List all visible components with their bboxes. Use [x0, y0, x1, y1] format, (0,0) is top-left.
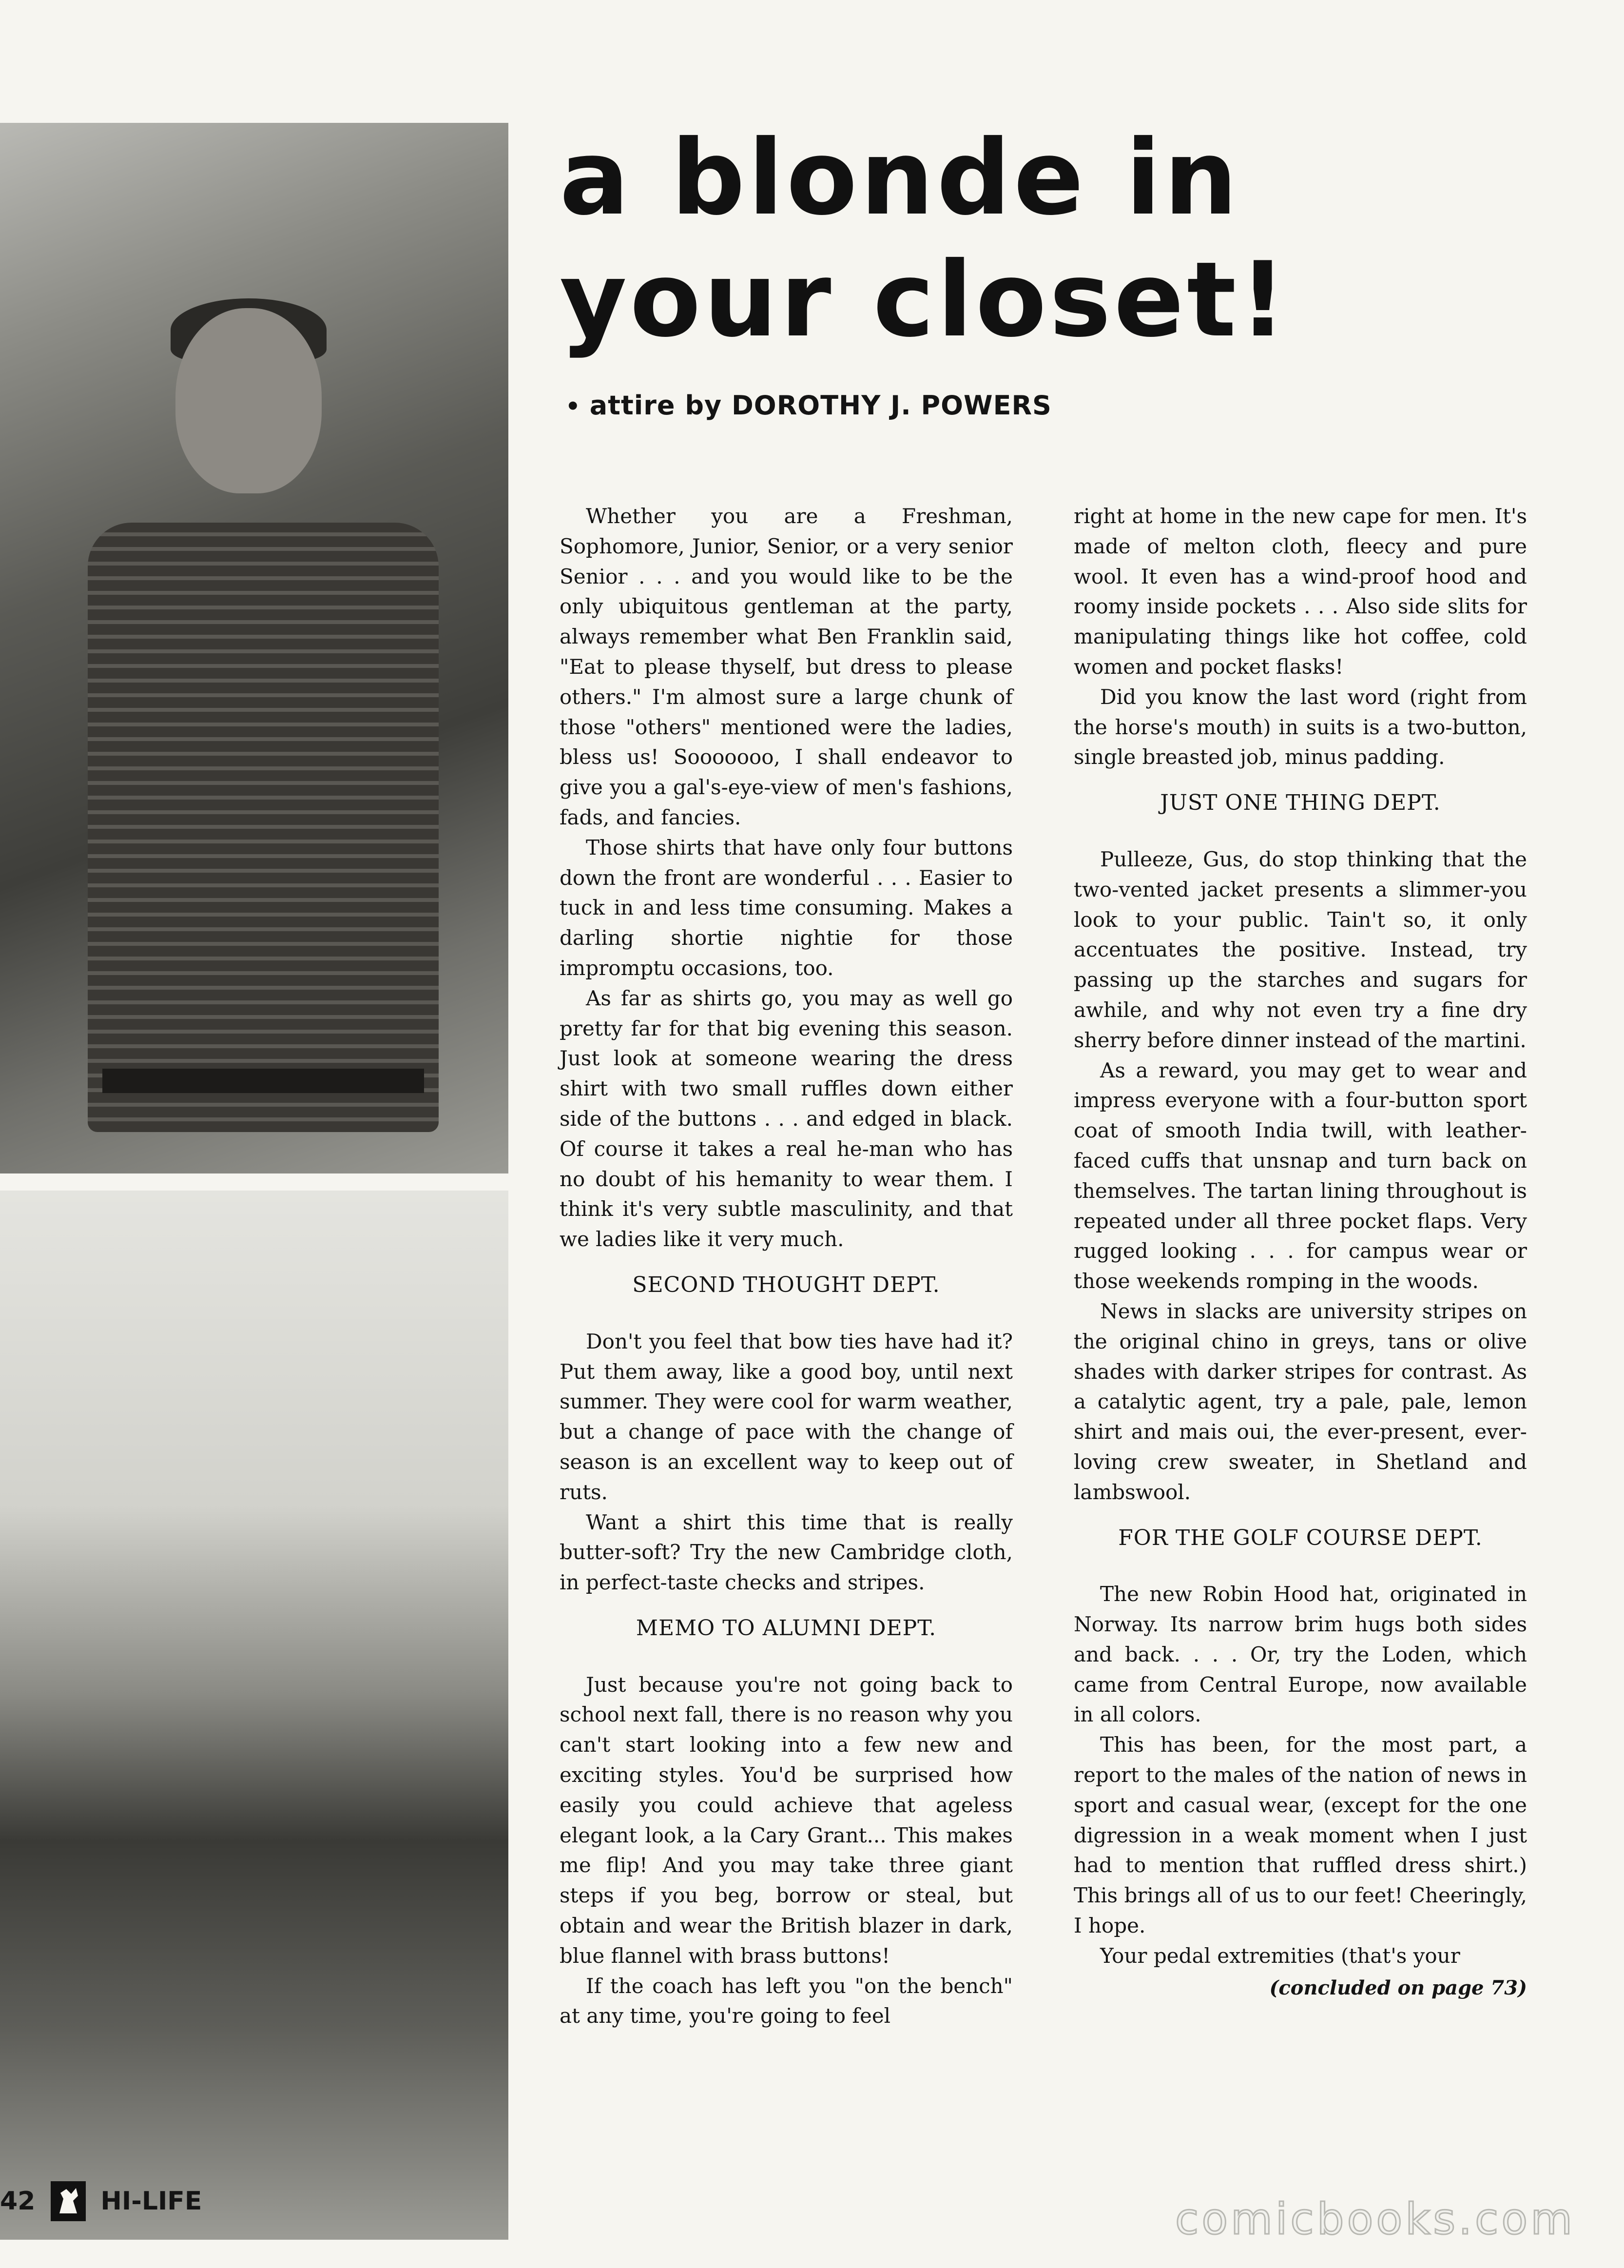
article-paragraph: right at home in the new cape for men. It's made of melton cloth, fleecy and pure wool. It even has a wind-proof hood and roomy inside pockets . . . Also side slits for manipulating things like hot coffee, cold women and pocket flasks! [1074, 504, 1527, 679]
article-paragraph: The new Robin Hood hat, originated in Norway. Its narrow brim hugs both sides and back. . . . Or, try the Loden, which came from Central Europe, now available in all colors. [1074, 1582, 1527, 1727]
byline-text: attire by DOROTHY J. POWERS [589, 390, 1052, 421]
section-heading: JUST ONE THING DEPT. [1160, 790, 1441, 816]
article-paragraph: As a reward, you may get to wear and impress everyone with a four-button sport coat of smooth India twill, with leather-faced cuffs that unsnap and turn back on themselves. The tartan lining throughout is repeated under all three pocket flaps. Very rugged looking . . . for campus wear or those weekends romping in the woods. [1074, 1058, 1527, 1293]
article-paragraph: If the coach has left you "on the bench" at any time, you're going to feel [560, 1974, 1013, 2028]
article-paragraph: Those shirts that have only four buttons down the front are wonderful . . . Easier to tuck in and less time consuming. Makes a darling shortie nightie for those impromptu occasions, too. [560, 835, 1013, 980]
article-column-2 [1074, 501, 1527, 2003]
article-paragraph: This has been, for the most part, a report to the males of the nation of news in sport and casual wear, (except for the one digression in a weak moment when I just had to mention that ruffled dress shirt.) This brings all of us to our feet! Cheeringly, I hope. [1074, 1733, 1527, 1938]
byline [565, 390, 1052, 421]
article-paragraph: Whether you are a Freshman, Sophomore, Junior, Senior, or a very senior Senior . . . and you would like to be the only ubiquitous gentleman at the party, always remember what Ben Franklin said, "Eat to please thyself, but dress to please others." I'm almost sure a large chunk of those "others" mentioned were the ladies, bless us! Sooooooo, I shall endeavor to give you a gal's-eye-view of men's fashions, fads, and fancies. [560, 504, 1013, 829]
section-heading: FOR THE GOLF COURSE DEPT. [1118, 1525, 1483, 1550]
section-heading: SECOND THOUGHT DEPT. [632, 1272, 940, 1297]
article-headline [560, 117, 1583, 361]
magazine-logo-icon [49, 2179, 88, 2223]
page-number: 42 [0, 2187, 36, 2216]
article-paragraph: News in slacks are university stripes on the original chino in greys, tans or olive shades with darker stripes for contrast. As a catalytic agent, try a pale, pale, lemon shirt and mais oui, the ever-present, ever-loving crew sweater, in Shetland and lambswool. [1074, 1299, 1527, 1504]
article-paragraph: Don't you feel that bow ties have had it? Put them away, like a good boy, until next summer. They were cool for warm weather, but a change of pace with the change of season is an excellent way to keep out of ruts. [560, 1329, 1013, 1504]
article-paragraph: As far as shirts go, you may as well go pretty far for that big evening this season. Just look at someone wearing the dress shirt with two small ruffles down either side of the buttons . . . and edged in black. Of course it takes a real he-man who has no doubt of his hemanity to wear them. I think it's very subtle masculinity, and that we ladies like it very much. [560, 986, 1013, 1251]
bullet-icon: • [565, 393, 581, 420]
article-paragraph: Your pedal extremities (that's your [1100, 1943, 1460, 1968]
headline-line-1: a blonde in [560, 117, 1240, 238]
section-heading: MEMO TO ALUMNI DEPT. [636, 1615, 937, 1641]
article-column-1 [560, 501, 1013, 2031]
article-paragraph: Did you know the last word (right from the horse's mouth) in suits is a two-button, single breasted job, minus padding. [1074, 684, 1527, 769]
belt-shape [102, 1069, 424, 1093]
photo-man-in-hat [0, 1191, 508, 2240]
magazine-name: HI-LIFE [100, 2187, 202, 2216]
head-shape [175, 308, 322, 493]
page-footer [0, 2179, 202, 2223]
article-paragraph: Pulleeze, Gus, do stop thinking that the two-vented jacket presents a slimmer-you look to your public. Tain't so, it only accentuates the positive. Instead, try passing up the starches and sugars for awhile, and why not even try a fine dry sherry before dinner instead of the martini. [1074, 847, 1527, 1052]
article-paragraph: Just because you're not going back to school next fall, there is no reason why you can't start looking into a few new and exciting styles. You'd be surprised how easily you could achieve that ageless elegant look, a la Cary Grant... This makes me flip! And you may take three giant steps if you beg, borrow or steal, but obtain and wear the British blazer in dark, blue flannel with brass buttons! [560, 1672, 1013, 1968]
photo-man-in-checked-shirt [0, 123, 508, 1173]
checked-shirt-shape [88, 523, 439, 1132]
watermark: comicbooks.com [1175, 2194, 1575, 2244]
continued-note: (concluded on page 73) [1269, 1976, 1527, 1999]
article-paragraph: Want a shirt this time that is really butter-soft? Try the new Cambridge cloth, in perfect-taste checks and stripes. [560, 1510, 1013, 1595]
headline-line-2: your closet! [560, 239, 1290, 360]
